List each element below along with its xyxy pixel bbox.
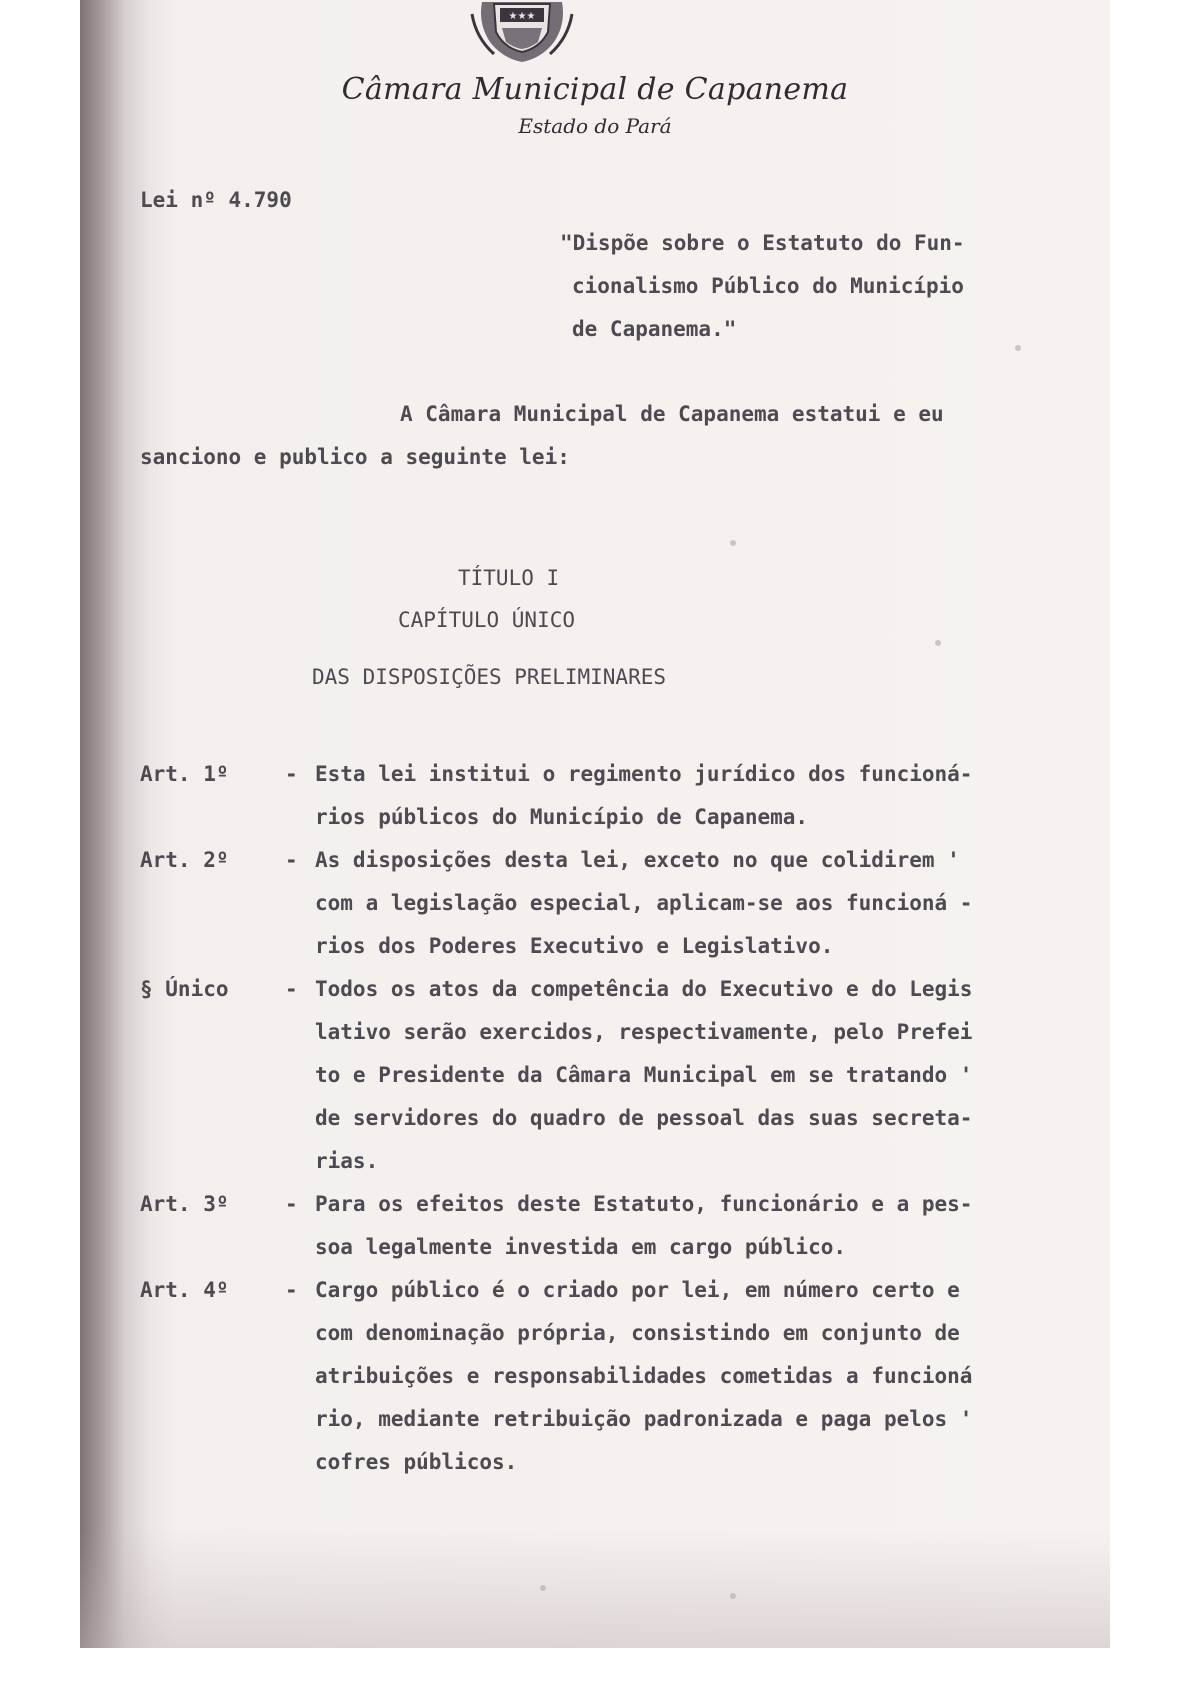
article-line: cofres públicos. — [315, 1450, 518, 1474]
title-heading: TÍTULO I — [458, 566, 560, 590]
article-dash: - — [285, 848, 298, 872]
council-title: Câmara Municipal de Capanema — [341, 72, 849, 107]
summary-line: de Capanema." — [572, 317, 737, 341]
article-label: Art. 4º — [140, 1278, 229, 1302]
law-summary — [560, 222, 1060, 351]
article-line: com denominação própria, consistindo em conjunto de — [315, 1321, 960, 1345]
article-label: § Único — [140, 977, 229, 1001]
article-dash: - — [285, 762, 298, 786]
svg-text:★★★: ★★★ — [508, 11, 536, 22]
article-label: Art. 1º — [140, 762, 229, 786]
article-line: rios dos Poderes Executivo e Legislativo. — [315, 934, 834, 958]
article-body — [315, 1269, 972, 1484]
article-line: soa legalmente investida em cargo público. — [315, 1235, 847, 1259]
article-line: de servidores do quadro de pessoal das suas secreta- — [315, 1106, 973, 1130]
paper-speck — [935, 640, 941, 646]
article-body — [315, 968, 972, 1183]
paper-speck — [730, 1593, 736, 1599]
article — [140, 839, 1070, 968]
section-heading: DAS DISPOSIÇÕES PRELIMINARES — [312, 665, 667, 689]
article-line: Todos os atos da competência do Executivo e do Legis — [315, 977, 973, 1001]
article-label: Art. 2º — [140, 848, 229, 872]
article-line: rias. — [315, 1149, 379, 1173]
article — [140, 753, 1070, 839]
preamble — [140, 393, 1055, 479]
article-dash: - — [285, 1192, 298, 1216]
summary-line: cionalismo Público do Município — [572, 274, 964, 298]
article-body — [315, 839, 972, 968]
state-subtitle: Estado do Pará — [518, 114, 672, 138]
article-line: Cargo público é o criado por lei, em número certo e — [315, 1278, 960, 1302]
paper-speck — [1015, 345, 1021, 351]
scanned-page — [80, 0, 1110, 1648]
article — [140, 968, 1070, 1183]
article-body — [315, 1183, 972, 1269]
article-line: As disposições desta lei, exceto no que colidirem ' — [315, 848, 960, 872]
article-line: to e Presidente da Câmara Municipal em se tratando ' — [315, 1063, 973, 1087]
article — [140, 1183, 1070, 1269]
preamble-line: sanciono e publico a seguinte lei: — [140, 445, 570, 469]
article-body — [315, 753, 972, 839]
article-line: com a legislação especial, aplicam-se aos funcioná - — [315, 891, 973, 915]
coat-of-arms-icon — [468, 0, 576, 64]
paper-speck — [730, 540, 736, 546]
summary-line: "Dispõe sobre o Estatuto do Fun- — [560, 231, 965, 255]
article-dash: - — [285, 1278, 298, 1302]
article-line: lativo serão exercidos, respectivamente, pelo Prefei — [315, 1020, 973, 1044]
article-dash: - — [285, 977, 298, 1001]
article-line: rios públicos do Município de Capanema. — [315, 805, 809, 829]
article-line: atribuições e responsabilidades cometidas a funcioná — [315, 1364, 973, 1388]
articles-list — [140, 753, 1070, 1484]
law-number: Lei nº 4.790 — [140, 188, 292, 212]
article-label: Art. 3º — [140, 1192, 229, 1216]
article-line: Esta lei institui o regimento jurídico dos funcioná- — [315, 762, 973, 786]
paper-speck — [540, 1585, 546, 1591]
article — [140, 1269, 1070, 1484]
chapter-heading: CAPÍTULO ÚNICO — [398, 608, 576, 632]
preamble-line: A Câmara Municipal de Capanema estatui e eu — [400, 402, 944, 426]
article-line: Para os efeitos deste Estatuto, funcionário e a pes- — [315, 1192, 973, 1216]
article-line: rio, mediante retribuição padronizada e paga pelos ' — [315, 1407, 973, 1431]
